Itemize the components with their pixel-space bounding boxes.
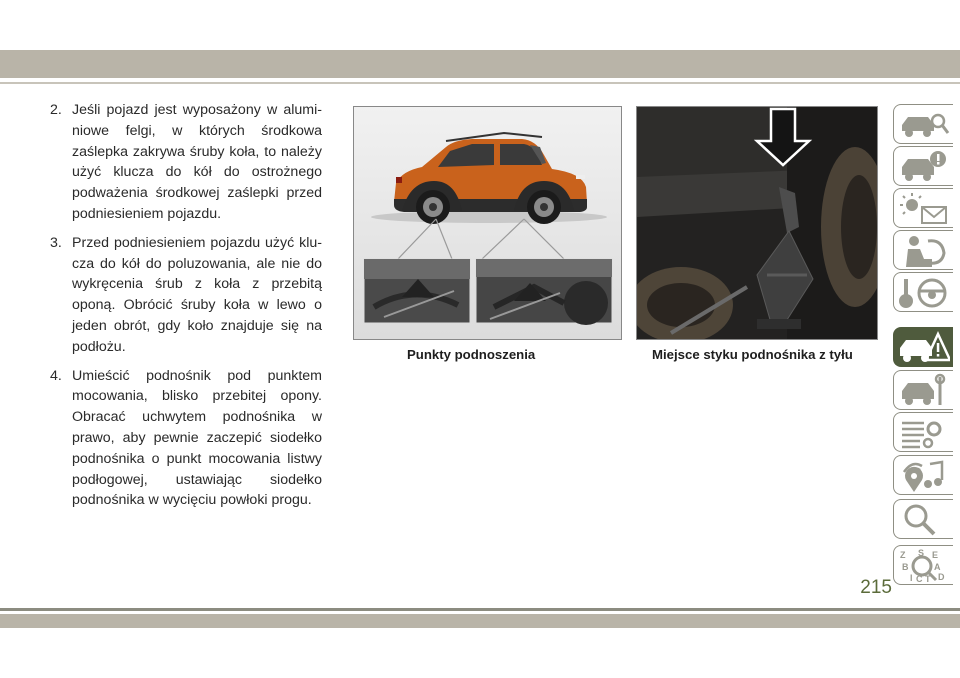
step-text: Jeśli pojazd jest wyposażony w aluminiowe felgi, w których środkowa zaślepka zakrywa śruby koła, to należy użyć klucza do kół do ostrożnego podważenia środkowej zaślepki przed podniesieniem pojazdu. <box>72 102 322 222</box>
vehicle-illustration <box>354 107 621 339</box>
svg-text:A: A <box>934 562 941 572</box>
instruction-steps <box>50 100 322 519</box>
step-text: Przed podniesieniem pojazdu użyć klucza do kół do poluzowania, ale nie do wykręcenia śrub z koła z przebitą oponą. Obrócić śruby koła w lewo o jeden obrót, gdy koło znajduje się na podłożu. <box>72 234 322 355</box>
car-info-icon <box>898 149 950 185</box>
tab-car-hazard[interactable] <box>893 327 953 367</box>
seat-safety-icon <box>898 233 950 269</box>
multimedia-icon <box>898 458 950 494</box>
tab-search[interactable] <box>893 499 953 539</box>
search-icon <box>898 502 950 538</box>
car-service-icon <box>898 373 950 409</box>
step-3 <box>50 233 322 358</box>
figure-caption-rear-jack-contact: Miejsce styku podnośnika z tyłu <box>652 347 853 362</box>
tab-car-warning[interactable] <box>893 104 953 144</box>
tab-language-index[interactable] <box>893 545 953 585</box>
jack-illustration <box>637 107 877 339</box>
tab-car-service[interactable] <box>893 370 953 410</box>
tab-seat-safety[interactable] <box>893 230 953 270</box>
svg-text:I: I <box>910 573 913 583</box>
svg-text:B: B <box>902 562 909 572</box>
svg-text:C T: C T <box>916 574 931 584</box>
jacking-points-figure <box>353 106 622 340</box>
tab-specifications[interactable] <box>893 412 953 452</box>
rear-jack-contact-figure <box>636 106 878 340</box>
figure-caption-jacking-points: Punkty podnoszenia <box>407 347 536 362</box>
tab-multimedia[interactable] <box>893 455 953 495</box>
car-warning-icon <box>898 107 950 143</box>
header-band <box>0 50 960 78</box>
specifications-icon <box>898 415 950 451</box>
step-text: Umieścić podnośnik pod punktem mocowania, blisko przebitej opony. Obracać uchwytem podnośnika w prawo, aby pewnie zaczepić siodełko podnośnika o punkt mocowania listwy podłogowej, ustawiając siodełko podnośnika w wycięciu powłoki progu. <box>72 367 322 509</box>
svg-text:D: D <box>938 572 945 582</box>
lights-message-icon <box>898 191 950 227</box>
page-number: 215 <box>860 577 892 598</box>
tab-car-info[interactable] <box>893 146 953 186</box>
svg-text:S: S <box>918 548 925 558</box>
language-index-icon <box>898 548 950 584</box>
header-rule <box>0 82 960 84</box>
svg-text:Z: Z <box>900 550 906 560</box>
tab-lights-message[interactable] <box>893 188 953 228</box>
step-number: 4. <box>50 367 62 384</box>
tab-steering-wheel[interactable] <box>893 272 953 312</box>
step-number: 3. <box>50 234 62 251</box>
steering-wheel-icon <box>898 275 950 311</box>
step-2 <box>50 100 322 225</box>
svg-text:E: E <box>932 550 939 560</box>
step-number: 2. <box>50 102 62 118</box>
step-4 <box>50 366 322 512</box>
footer-band <box>0 614 960 628</box>
car-hazard-icon <box>898 330 950 366</box>
footer-rule <box>0 608 960 611</box>
